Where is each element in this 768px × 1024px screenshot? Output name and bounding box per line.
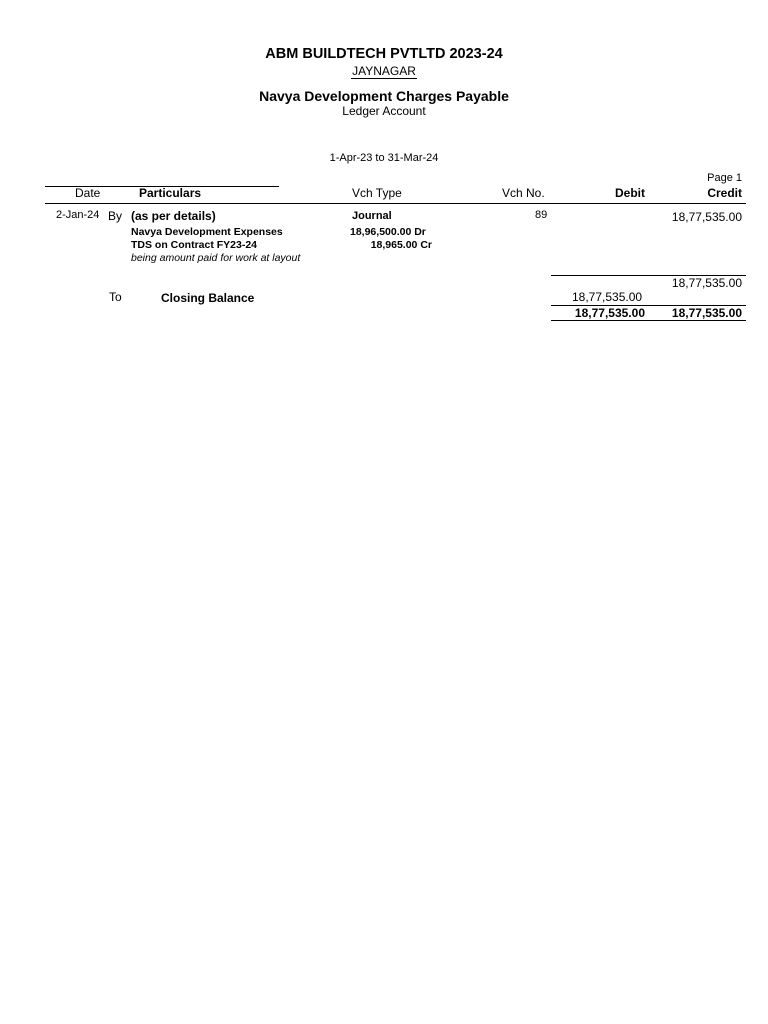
subtotal-credit: 18,77,535.00 [671, 276, 742, 290]
ledger-type: Ledger Account [342, 104, 426, 118]
detail-amount: 18,96,500.00 Dr [350, 226, 426, 238]
totals-bottom-rule [551, 320, 746, 321]
detail-amount: 18,965.00 Cr [370, 239, 432, 251]
total-credit: 18,77,535.00 [671, 306, 742, 320]
detail-account: Navya Development Expenses [131, 226, 283, 238]
column-particulars: Particulars [139, 186, 202, 200]
entry-credit: 18,77,535.00 [671, 210, 742, 224]
column-debit: Debit [615, 186, 645, 200]
column-date: Date [75, 186, 101, 200]
entry-vch-no: 89 [535, 209, 548, 221]
closing-balance-debit: 18,77,535.00 [572, 290, 643, 304]
detail-account: TDS on Contract FY23-24 [131, 239, 258, 251]
company-location-text: JAYNAGAR [352, 64, 416, 78]
page-number: Page 1 [707, 172, 742, 184]
entry-vch-type: Journal [352, 210, 392, 222]
entry-narration: being amount paid for work at layout [131, 252, 301, 264]
entry-direction: By [108, 209, 123, 223]
entry-particulars: (as per details) [131, 209, 216, 223]
closing-balance-label: Closing Balance [161, 291, 255, 305]
ledger-name: Navya Development Charges Payable [259, 88, 509, 104]
header-bottom-rule [45, 203, 746, 204]
total-debit: 18,77,535.00 [574, 306, 645, 320]
company-location [0, 64, 768, 78]
column-vch-type: Vch Type [352, 186, 402, 200]
report-period: 1-Apr-23 to 31-Mar-24 [329, 152, 439, 164]
company-name: ABM BUILDTECH PVTLTD 2023-24 [265, 46, 503, 62]
entry-date: 2-Jan-24 [56, 209, 100, 221]
closing-direction: To [109, 290, 122, 304]
column-credit: Credit [707, 186, 742, 200]
column-vch-no: Vch No. [502, 186, 545, 200]
